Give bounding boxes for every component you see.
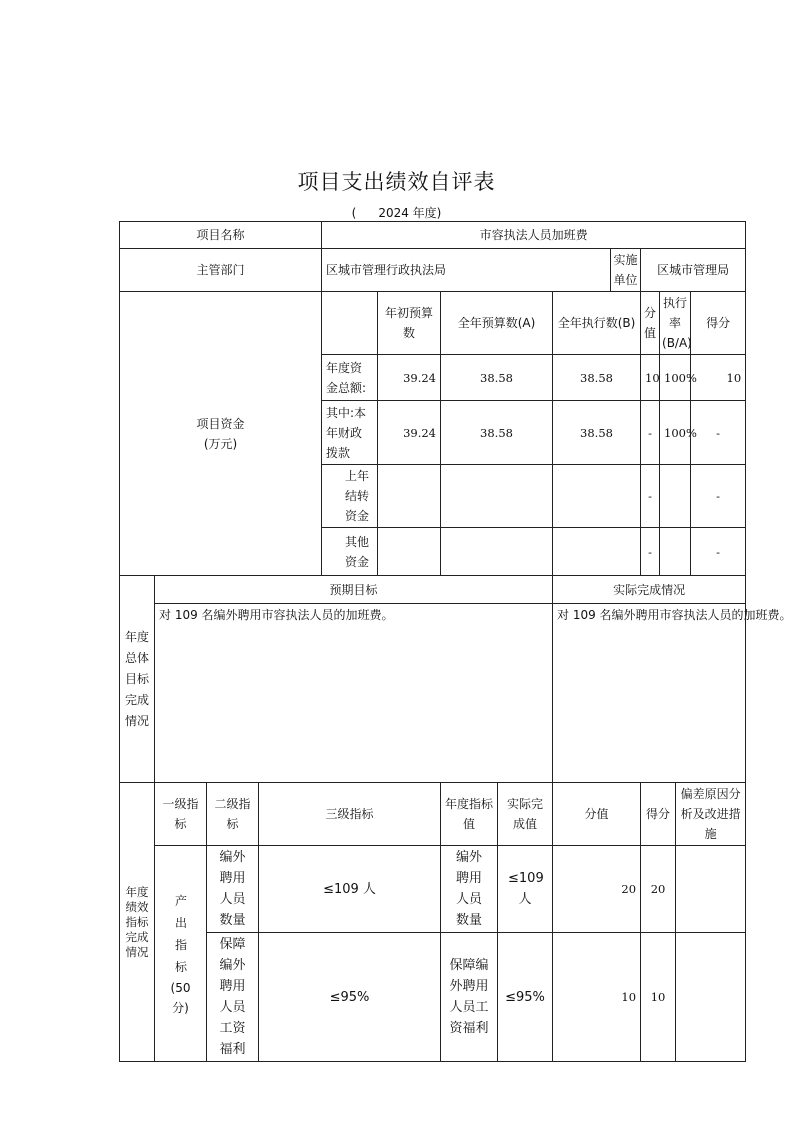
annual-budget-cell <box>441 465 553 528</box>
indicator-score-cell: 20 <box>641 846 676 933</box>
reason-cell <box>676 846 746 933</box>
exec-rate-cell <box>660 528 691 576</box>
actual-result-text: 对 109 名编外聘用市容执法人员的加班费。 <box>553 604 746 783</box>
value-cell: 10 <box>553 933 641 1062</box>
annual-exec-cell: 38.58 <box>553 401 641 465</box>
funds-label-cell <box>120 292 322 576</box>
score-value-cell: - <box>641 465 660 528</box>
year-open: ( <box>351 206 357 220</box>
dept-value: 区城市管理行政执法局 <box>322 249 611 292</box>
score-value-header: 分值 <box>641 292 660 355</box>
score-header: 得分 <box>691 292 746 355</box>
score-cell: 10 <box>691 355 746 401</box>
annual-exec-cell <box>553 465 641 528</box>
actual-cell: ≤109人 <box>498 846 553 933</box>
dept-label: 主管部门 <box>120 249 322 292</box>
year-text: 2024 年度) <box>378 206 442 220</box>
page-title: 项目支出绩效自评表 <box>297 170 496 194</box>
indicator-row <box>120 846 746 933</box>
funds-unit: (万元) <box>203 436 238 451</box>
score-cell: - <box>691 528 746 576</box>
funds-row-label: 其中:本年财政拨款 <box>322 401 378 465</box>
score-cell: - <box>691 465 746 528</box>
target-header: 年度指标值 <box>441 783 498 846</box>
initial-budget-cell: 39.24 <box>378 355 441 401</box>
actual-result-header: 实际完成情况 <box>553 576 746 604</box>
annual-exec-header: 全年执行数(B) <box>553 292 641 355</box>
annual-budget-cell: 38.58 <box>441 355 553 401</box>
annual-budget-cell: 38.58 <box>441 401 553 465</box>
level2-cell: 编外聘用人员数量 <box>207 846 259 933</box>
actual-header: 实际完成值 <box>498 783 553 846</box>
level1-name: 产出指标 <box>175 893 188 974</box>
initial-budget-header: 年初预算数 <box>378 292 441 355</box>
actual-cell: ≤95% <box>498 933 553 1062</box>
level1-header: 一级指标 <box>155 783 207 846</box>
level1-points: (50 分) <box>170 980 191 1015</box>
initial-budget-cell <box>378 465 441 528</box>
funds-row-label: 上年结转资金 <box>322 465 378 528</box>
project-name-label: 项目名称 <box>120 222 322 249</box>
year-label <box>0 204 793 221</box>
annual-exec-cell: 38.58 <box>553 355 641 401</box>
annual-budget-header: 全年预算数(A) <box>441 292 553 355</box>
impl-label: 实施单位 <box>611 249 641 292</box>
value-header: 分值 <box>553 783 641 846</box>
project-name-value: 市容执法人员加班费 <box>322 222 746 249</box>
reason-cell <box>676 933 746 1062</box>
funds-label: 项目资金 <box>196 416 245 431</box>
initial-budget-cell: 39.24 <box>378 401 441 465</box>
indicator-score-header: 得分 <box>641 783 676 846</box>
funds-row-label: 其他资金 <box>322 528 378 576</box>
value-cell: 20 <box>553 846 641 933</box>
score-value-cell: 10 <box>641 355 660 401</box>
level3-header: 三级指标 <box>259 783 441 846</box>
funds-row-label: 年度资金总额: <box>322 355 378 401</box>
target-cell: 编外聘用人员数量 <box>441 846 498 933</box>
level2-cell: 保障编外聘用人员工资福利 <box>207 933 259 1062</box>
expected-goal-header: 预期目标 <box>155 576 553 604</box>
target-cell: 保障编外聘用人员工资福利 <box>441 933 498 1062</box>
level3-cell: ≤95% <box>259 933 441 1062</box>
exec-rate-header: 执行率(B/A) <box>660 292 691 355</box>
score-cell: - <box>691 401 746 465</box>
exec-rate-cell: 100% <box>660 401 691 465</box>
score-value-cell: - <box>641 528 660 576</box>
reason-header: 偏差原因分析及改进措施 <box>676 783 746 846</box>
annual-exec-cell <box>553 528 641 576</box>
exec-rate-cell: 100% <box>660 355 691 401</box>
exec-rate-cell <box>660 465 691 528</box>
expected-goal-text: 对 109 名编外聘用市容执法人员的加班费。 <box>155 604 553 783</box>
level2-header: 二级指标 <box>207 783 259 846</box>
goals-side-label: 年度总体目标完成情况 <box>120 576 155 783</box>
evaluation-table <box>119 221 792 1062</box>
indicator-row <box>120 933 746 1062</box>
level3-cell: ≤109 人 <box>259 846 441 933</box>
score-value-cell: - <box>641 401 660 465</box>
indicators-side-label: 年度绩效指标完成情况 <box>120 783 155 1062</box>
indicator-score-cell: 10 <box>641 933 676 1062</box>
level1-cell <box>155 846 207 1062</box>
impl-value: 区城市管理局 <box>641 249 746 292</box>
annual-budget-cell <box>441 528 553 576</box>
initial-budget-cell <box>378 528 441 576</box>
